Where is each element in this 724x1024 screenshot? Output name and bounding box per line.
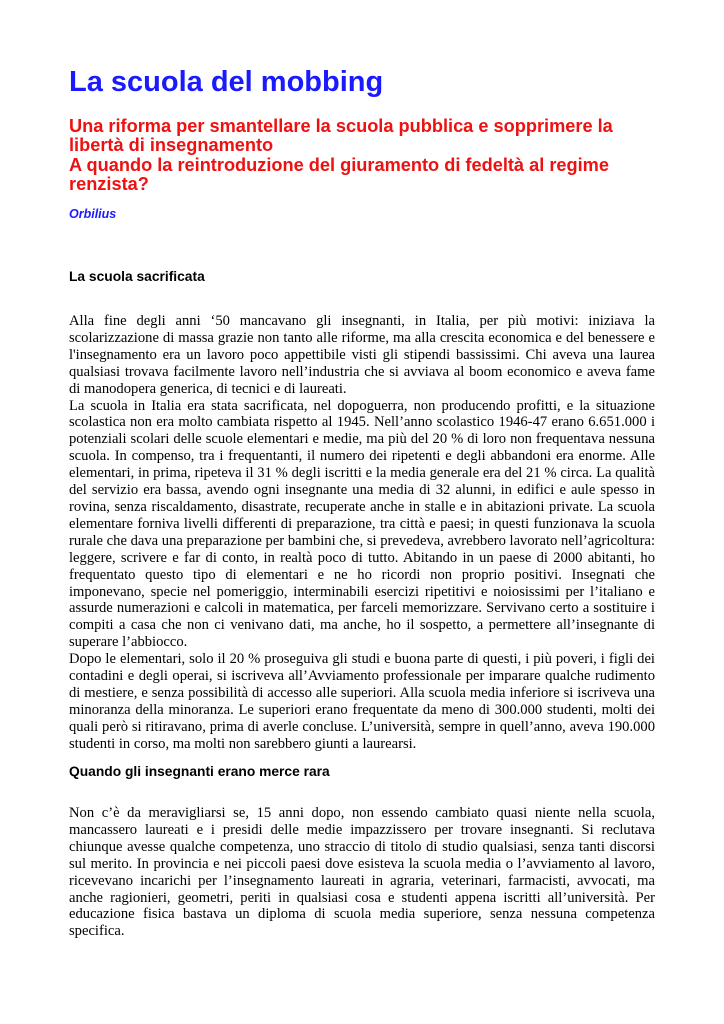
- subtitle-line-1: Una riforma per smantellare la scuola pubblica e sopprimere la libertà di insegnamento: [69, 116, 613, 156]
- section-heading-insegnanti-merce-rara: Quando gli insegnanti erano merce rara: [69, 764, 330, 779]
- section-heading-scuola-sacrificata: La scuola sacrificata: [69, 269, 205, 284]
- paragraph: La scuola in Italia era stata sacrificata, nel dopoguerra, non producendo profitti, e la situazione scolastica non era molto cambiata rispetto al 1945. Nell’anno scolastico 1946-47 erano 6.651.000 i potenziali scolari delle scuole elementari e medie, ma più del 20 % di loro non frequentava nessuna scuola. In compenso, tra i frequentanti, il numero dei ripetenti e degli abbandoni era enorme. Alle elementari, in prima, ripeteva il 31 % degli iscritti e la media generale era del 21 % circa. La qualità del servizio era bassa, avendo ogni insegnante una media di 32 alunni, in edifici e aule spesso in rovina, senza riscaldamento, disastrate, recuperate anche in stalle e in abitazioni private. La scuola elementare forniva livelli differenti di preparazione, tra città e paesi; in questi funzionava la scuola rurale che dava una preparazione per bambini che, si prevedeva, avrebbero lavorato nell’agricoltura: leggere, scrivere e far di conto, in realtà poco di tutto. Abitando in un paese di 2000 abitanti, ho frequentato questo tipo di elementari e ne ho ricordi non proprio positivi. Insegnati che imponevano, specie nel pomeriggio, interminabili esercizi ripetitivi e noiosissimi per l’italiano e assurde numerazioni e calcoli in matematica, per farceli memorizzare. Servivano certo a sostituire i compiti a casa che non ci venivano dati, ma anche, ho il sospetto, a permettere all’insegnante di superare l’abbiocco.: [69, 397, 655, 651]
- paragraph: Dopo le elementari, solo il 20 % proseguiva gli studi e buona parte di questi, i più poveri, i figli dei contadini e degli operai, si iscriveva all’Avviamento professionale per imparare qualche rudimento di mestiere, e senza possibilità di accesso alle superiori. Alla scuola media inferiore si iscriveva una minoranza della minoranza. Le superiori erano frequentate da meno di 300.000 studenti, molti dei quali però si ritiravano, prima di averle concluse. L’università, sempre in quell’anno, aveva 190.000 studenti in corso, ma molti non sarebbero giunti a laurearsi.: [69, 651, 655, 752]
- paragraph: Alla fine degli anni ‘50 mancavano gli insegnanti, in Italia, per più motivi: iniziava la scolarizzazione di massa grazie non tanto alle riforme, ma alla crescita economica e del benessere e l'insegnamento era un lavoro poco appettibile visti gli stipendi bassissimi. Chi aveva una laurea qualsiasi trovava facilmente lavoro nell’industria che si avviava al boom economico e aveva fame di manodopera generica, di tecnici e di laureati.: [69, 313, 655, 397]
- section-body-insegnanti-merce-rara: [69, 805, 655, 940]
- article-subtitle: [69, 117, 659, 195]
- article-author: Orbilius: [69, 207, 117, 221]
- paragraph: Non c’è da meravigliarsi se, 15 anni dopo, non essendo cambiato quasi niente nella scuola, mancassero laureati e i presidi delle medie impazzissero per trovare insegnanti. Si reclutava chiunque avesse qualche competenza, uno straccio di titolo di studio qualsiasi, senza tanti discorsi sul merito. In provincia e nei piccoli paesi dove esisteva la scuola media o l’avviamento al lavoro, ricevevano incarichi per l’insegnamento laureati in agraria, veterinari, farmacisti, avvocati, ma anche ragionieri, geometri, periti in qualsiasi cosa e studenti appena iscritti all’università. Per educazione fisica bastava un diploma di scuola media superiore, senza nessuna competenza specifica.: [69, 805, 655, 940]
- section-body-scuola-sacrificata: [69, 313, 655, 753]
- subtitle-line-2: A quando la reintroduzione del giuramento di fedeltà al regime renzista?: [69, 154, 609, 195]
- article-title: La scuola del mobbing: [69, 66, 384, 98]
